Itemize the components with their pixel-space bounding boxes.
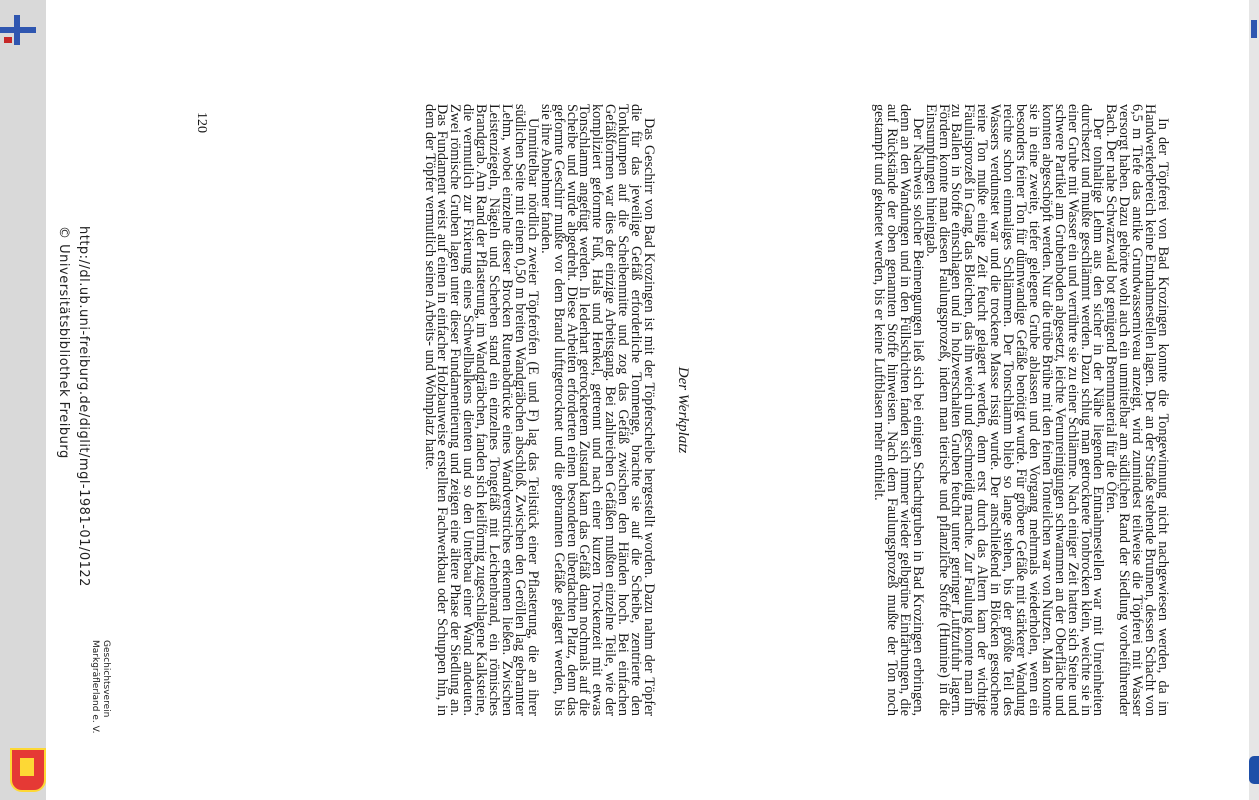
rotated-page-content — [46, 0, 1249, 800]
section-heading: Der Werkplatz — [675, 366, 691, 454]
viewer-right-gutter — [1249, 0, 1259, 800]
paragraph: Der tonhaltige Lehm aus den sicher in der Nähe liegenden Entnahmestellen war mit Unreinheiten durchsetzt und mußte geschlämmt werden. Dazu schlug man getrocknete Tonbrocken klein, weichte sie in einer Grube mit Wasser ein und verrührte sie zu einer Schlämme. Nach einiger Zeit hatten sich Steine und schwere Partikel am Grubenboden abgesetzt, leichte Verunreinigungen schwammen an der Oberfläche und konnten abgeschöpft werden. Nur die trübe Brühe mit den feinen Tonteilchen war von Nutzen. Man konnte sie in eine zweite, tiefer gelegene Grube ablassen und den Vorgang mehrmals wiederholen, wenn ein besonders feiner Ton für dünnwandige Gefäße benötigt wurde. Für gröbere Gefäße mit stärkerer Wandung reichte schon einmaliges Schlämmen. Der Tonschlamm blieb so lange stehen, bis der größte Teil des Wassers verdunstet war und die trockene Masse rissig wurde. Der anschließend in Blöcken gestochene reine Ton mußte einige Zeit feucht gelagert werden, denn erst durch das Altern kam der wichtige Fäulnisprozeß in Gang, das Bleichen, das ihn weich und geschmeidig machte. Zur Faulung konnte man ihn zu Ballen in Stoffe einschlagen und in holzverschalten Gruben feucht unter geringer Luftzufuhr lagern. Fördern konnte man diesen Faulungsprozeß, indem man tierische und pflanzliche Stoffe (Humine) in die Einsumpfungen hineingab. — [922, 104, 1107, 716]
blue-tab-icon — [1249, 756, 1259, 784]
scanned-page — [46, 0, 1249, 800]
university-library-logo-icon — [0, 15, 36, 45]
footer-url-link[interactable]: http://dl.ub.uni-freiburg.de/diglit/mgl-1981-01/0122 — [76, 226, 91, 587]
text-column-top — [872, 104, 1169, 716]
footer-society-name: Geschichtsverein Markgräflerland e. V. — [90, 640, 111, 734]
paragraph: Der Nachweis solcher Beimengungen ließ sich bei einigen Schachtgruben in Bad Krozingen erbringen, denn an den Wandungen und in den Füllschichten fanden sich immer wieder gelbgrüne Einfärbungen, die auf Rückstände der oben genannten Stoffe hinweisen. Nach dem Faulungsprozeß mußte der Ton noch gestampft und geknetet werden, bis er keine Luftblasen mehr enthielt. — [871, 104, 926, 716]
footer-copyright: © Universitätsbibliothek Freiburg — [56, 226, 71, 459]
page-number: 120 — [194, 112, 209, 133]
viewer-left-gutter — [0, 0, 46, 800]
coat-of-arms-icon — [10, 748, 46, 792]
text-column-bottom — [423, 104, 655, 716]
paragraph: Das Geschirr von Bad Krozingen ist mit der Töpferscheibe hergestellt worden. Dazu nahm der Töpfer die für das jeweilige Gefäß erforderliche Tonmenge, brachte sie auf die Scheibe, zentrierte den Tonklumpen auf die Scheibenmitte und zog das Gefäß zwischen den Händen hoch. Bei einfachen Gefäßformen war dies der einzige Arbeitsgang. Bei zahlreichen Gefäßen mußten einzelne Teile, wie der kompliziert geformte Fuß, Hals und Henkel, getrennt und nach einer kurzen Trockenzeit mit etwas Tonschlamm angefügt werden. In lederhart getrocknetem Zustand kam das Gefäß dann nochmals auf die Scheibe und wurde abgedreht. Diese Arbeiten erforderten einen besonderen überdachten Platz, denn das geformte Geschirr mußte vor dem Brand lufttgetrocknet und die gebrannten Gefäße gelagert werden, bis sie ihre Abnehmer fanden. — [537, 104, 657, 716]
paragraph: In der Töpferei von Bad Krozingen konnte die Tongewinnung nicht nachgewiesen werden, da im Handwerkerbereich keine Entnahmestellen lagen. Der an der Straße stehende Brunnen, dessen Schacht von 6,5 m Tiefe das antike Grundwasserniveau anzeigt, wird zumindest teilweise die Töpferei mit Wasser versorgt haben. Dazu gehörte wohl auch ein unmittelbar am südlichen Rand der Siedlung vorbeiführender Bach. Der nahe Schwarzwald bot genügend Brennmaterial für die Öfen. — [1103, 104, 1171, 716]
paragraph: Unmittelbar nördlich zweier Töpferöfen (E und F) lag das Teilstück einer Pflasterung, die an ihrer südlichen Seite mit einem 0,50 m breiten Wandgräbchen abschloß. Zwischen den Geröllen lag gebrannter Lehm, wobei einzelne dieser Brocken Rutenabdrücke eines Wandverstriches erkennen ließen. Zwischen Leistenziegeln, Nägeln und Scherben stand ein einzelnes Tongefäß mit Leichenbrand, ein römisches Brandgrab. Am Rand der Pflasterung, im Wandgräbchen, fanden sich keilförmig zugeschlagene Kalksteine, die vermutlich zur Fixierung eines Schwellbalkens dienten und so den Unterbau einer Wand andeuten. Zwei römische Gruben lagen unter dieser Fundamentierung und zeigen eine ältere Phase der Siedlung an. Das Fundament weist auf einen in einfacher Holzbauweise erstellten Fachwerkbau oder Schuppen hin, in dem der Töpfer vermutlich seinen Arbeits- und Wohnplatz hatte. — [421, 104, 541, 716]
blue-marker-icon — [1251, 20, 1257, 38]
